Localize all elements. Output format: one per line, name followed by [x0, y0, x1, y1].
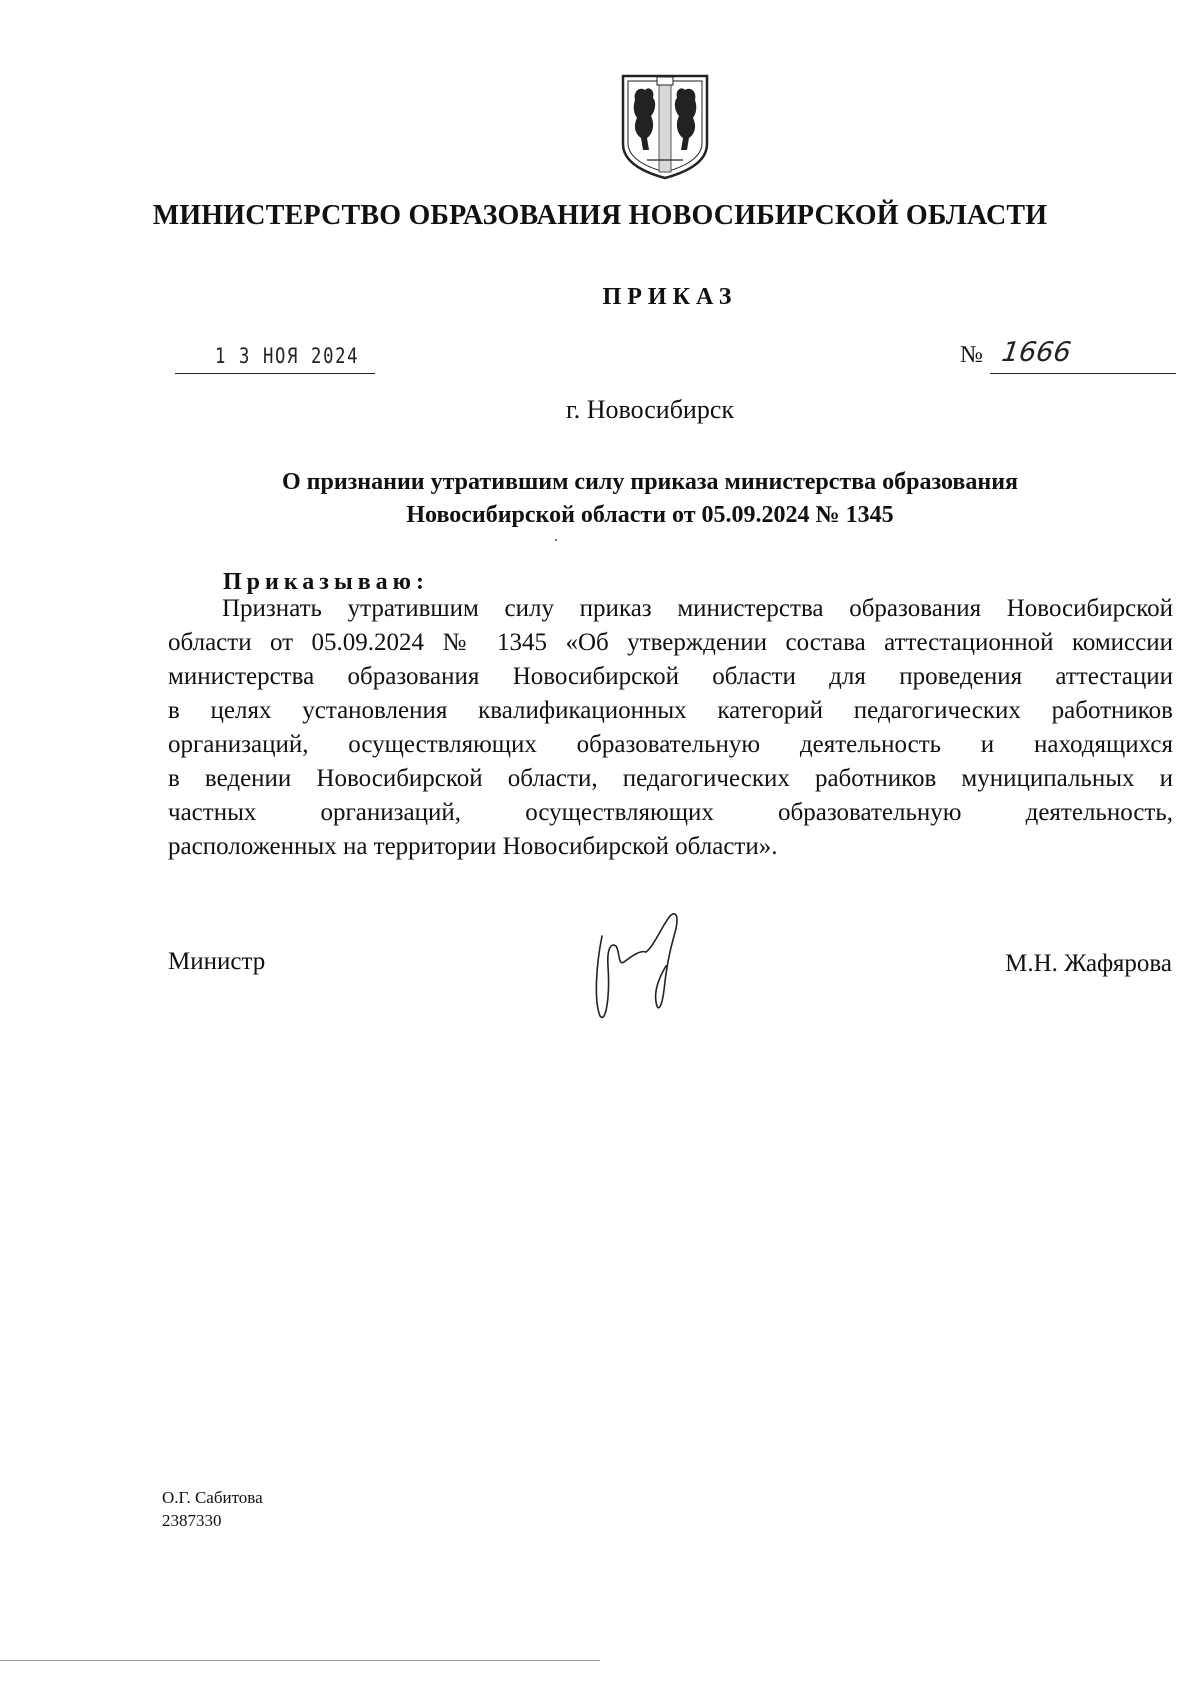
document-subject: [170, 466, 1130, 532]
ministry-name: МИНИСТЕРСТВО ОБРАЗОВАНИЯ НОВОСИБИРСКОЙ ОБЛАСТИ: [152, 200, 1048, 231]
signatory-title: Министр: [168, 948, 266, 975]
coat-of-arms-icon: [617, 72, 713, 182]
document-city: г. Новосибирск: [565, 395, 735, 424]
order-body: [168, 592, 1173, 864]
date-underline: [175, 373, 375, 374]
subject-line: Новосибирской области от 05.09.2024 № 1345: [406, 502, 894, 528]
body-line: организаций, осуществляющих образовательную деятельность и находящихся: [168, 731, 1173, 758]
orders-heading: Приказываю:: [223, 569, 429, 595]
body-line: области от 05.09.2024 № 1345 «Об утверждении состава аттестационной комиссии: [168, 629, 1173, 656]
body-line: в целях установления квалификационных категорий педагогических работников: [168, 697, 1173, 724]
executor-name: О.Г. Сабитова: [162, 1488, 263, 1507]
body-line: расположенных на территории Новосибирской области».: [168, 833, 778, 860]
body-line: в ведении Новосибирской области, педагогических работников муниципальных и: [168, 765, 1173, 792]
signature-icon: [590, 906, 700, 1026]
document-date: 1 3 НОЯ 2024: [215, 344, 360, 368]
number-sign: №: [960, 342, 983, 368]
scan-speck: [555, 539, 557, 541]
signatory-name: М.Н. Жафярова: [1005, 950, 1172, 977]
body-line: Признать утратившим силу приказ министерства образования Новосибирской: [222, 595, 1173, 622]
body-line: частных организаций, осуществляющих образовательную деятельность,: [168, 799, 1173, 826]
document-type: ПРИКАЗ: [602, 284, 738, 310]
document-number: 1666: [999, 337, 1073, 368]
number-underline: [990, 373, 1176, 374]
footer-rule: [0, 1660, 600, 1661]
executor-phone: 2387330: [162, 1511, 222, 1530]
body-line: министерства образования Новосибирской области для проведения аттестации: [168, 663, 1173, 690]
subject-line: О признании утратившим силу приказа министерства образования: [281, 469, 1019, 495]
